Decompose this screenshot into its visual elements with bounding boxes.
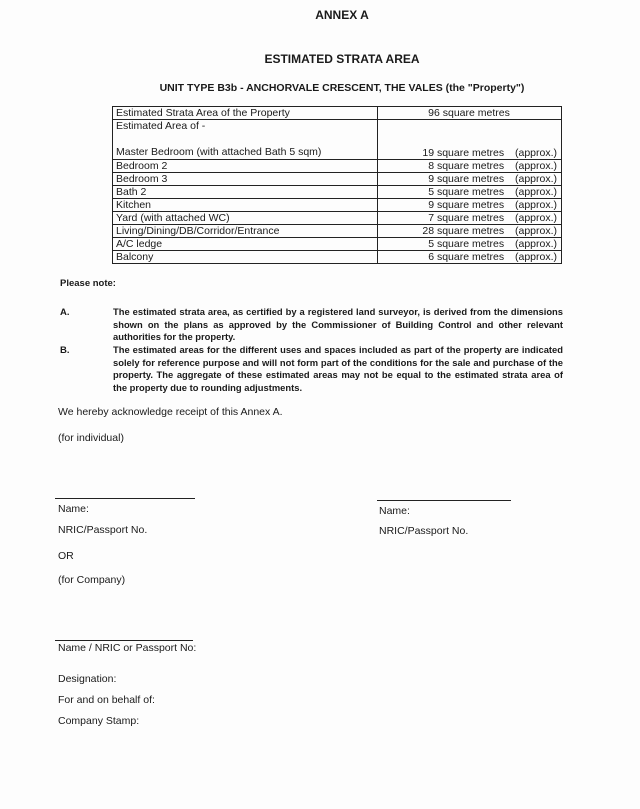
approx-label: (approx.) xyxy=(514,147,557,159)
approx-label: (approx.) xyxy=(514,238,557,250)
approx-label: (approx.) xyxy=(514,173,557,185)
row-value: 9 square metres xyxy=(428,173,505,185)
row-value-cell xyxy=(378,120,562,160)
row-value: 19 square metres xyxy=(422,147,505,159)
table-row xyxy=(113,186,562,199)
row-label: Kitchen xyxy=(113,199,378,212)
document-title: ESTIMATED STRATA AREA xyxy=(264,52,420,66)
row-label: A/C ledge xyxy=(113,238,378,251)
row-label: Yard (with attached WC) xyxy=(113,212,378,225)
company-name-nric-label: Name / NRIC or Passport No: xyxy=(58,642,197,654)
unit-type-heading: UNIT TYPE B3b - ANCHORVALE CRESCENT, THE VALES (the "Property") xyxy=(159,82,525,94)
row-value: 6 square metres xyxy=(428,251,505,263)
approx-label: (approx.) xyxy=(514,225,557,237)
individual-label: (for individual) xyxy=(58,432,124,444)
row-value-cell xyxy=(378,238,562,251)
row-value: 5 square metres xyxy=(428,186,505,198)
row-value-cell xyxy=(378,251,562,264)
table-row xyxy=(113,173,562,186)
behalf-label: For and on behalf of: xyxy=(58,694,155,706)
note-marker: A. xyxy=(60,307,70,318)
or-label: OR xyxy=(58,550,74,562)
table-row xyxy=(113,225,562,238)
signature-line-right xyxy=(377,500,511,501)
approx-label: (approx.) xyxy=(514,251,557,263)
approx-label: (approx.) xyxy=(514,199,557,211)
row-label: Master Bedroom (with attached Bath 5 sqm) xyxy=(116,146,322,158)
row-value-cell xyxy=(378,199,562,212)
note-b-text: The estimated areas for the different uses and spaces included as part of the property are indicated solely for reference purpose and will not form part of the conditions for the sale and purchase of the property. The aggregate of these estimated areas may not be equal to the estimated strata area of the property due to rounding adjustments. xyxy=(113,344,563,393)
note-a-text: The estimated strata area, as certified by a registered land surveyor, is derived from the dimensions shown on the plans as approved by the Commissioner of Building Control and other relevant authorities for the property. xyxy=(113,306,563,342)
table-row xyxy=(113,120,562,160)
row-label: Bath 2 xyxy=(113,186,378,199)
name-label-left: Name: xyxy=(58,503,89,515)
signature-line-left xyxy=(55,498,195,499)
company-label: (for Company) xyxy=(58,574,126,586)
table-row xyxy=(113,107,562,120)
notes-heading: Please note: xyxy=(60,278,116,289)
acknowledgement-text: We hereby acknowledge receipt of this Annex A. xyxy=(58,406,283,418)
table-row xyxy=(113,212,562,225)
row-label: Balcony xyxy=(113,251,378,264)
row-value-cell xyxy=(378,212,562,225)
signature-line-company xyxy=(55,640,193,641)
row-label: Living/Dining/DB/Corridor/Entrance xyxy=(113,225,378,238)
annex-heading: ANNEX A xyxy=(315,8,369,22)
approx-label: (approx.) xyxy=(514,160,557,172)
row-value: 28 square metres xyxy=(422,225,505,237)
row-label: Bedroom 3 xyxy=(113,173,378,186)
total-value: 96 square metres xyxy=(378,107,562,120)
table-row xyxy=(113,251,562,264)
strata-area-table xyxy=(112,106,562,264)
table-row xyxy=(113,238,562,251)
approx-label: (approx.) xyxy=(514,212,557,224)
approx-label: (approx.) xyxy=(514,186,557,198)
row-value: 9 square metres xyxy=(428,199,505,211)
nric-label-right: NRIC/Passport No. xyxy=(379,525,469,537)
row-value: 8 square metres xyxy=(428,160,505,172)
row-value: 5 square metres xyxy=(428,238,505,250)
name-label-right: Name: xyxy=(379,505,410,517)
row-value-cell xyxy=(378,186,562,199)
total-label: Estimated Strata Area of the Property xyxy=(113,107,378,120)
row-value-cell xyxy=(378,225,562,238)
table-row xyxy=(113,199,562,212)
nric-label-left: NRIC/Passport No. xyxy=(58,524,148,536)
sub-heading: Estimated Area of - xyxy=(116,120,206,132)
row-value-cell xyxy=(378,160,562,173)
note-marker: B. xyxy=(60,345,70,356)
sub-heading-cell xyxy=(113,120,378,160)
designation-label: Designation: xyxy=(58,673,117,685)
row-label: Bedroom 2 xyxy=(113,160,378,173)
row-value: 7 square metres xyxy=(428,212,505,224)
company-stamp-label: Company Stamp: xyxy=(58,715,140,727)
row-value-cell xyxy=(378,173,562,186)
table-row xyxy=(113,160,562,173)
